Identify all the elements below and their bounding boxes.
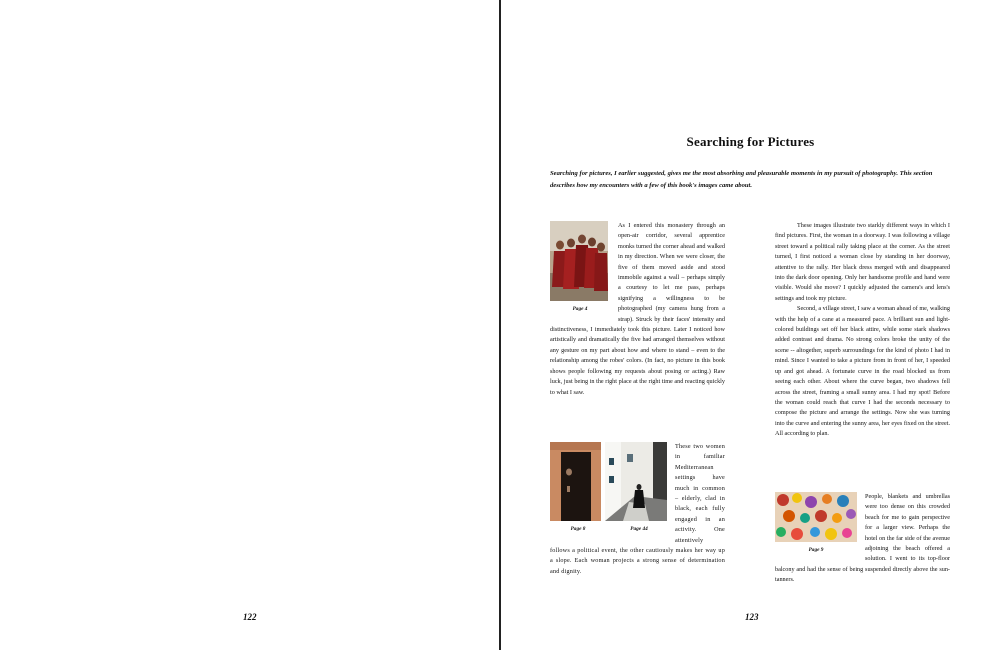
caption-beach: Page 9 xyxy=(808,547,824,553)
paragraph-beach: People, blankets and umbrellas were too dense on this crowded beach for me to gain perspective for a larger view. Perhaps the hotel on the far side of the avenue adjoining the beach offered a solution. I went to its top-floor balcony and had the sense of being suspended directly above the sun-tanners. xyxy=(775,493,950,584)
paragraph-two-ways: These images illustrate two starkly different ways in which I find pictures. First, the woman in a doorway. I was following a village street toward a political rally taking place at the corner. As the street turned, I first noticed a woman close by standing in her doorway, attentive to the rally. Her black dress merged with and disappeared into the dark door opening. Only her handsome profile and hand were visible. Would she move? I quickly adjusted the camera's and lens's settings and took my picture. xyxy=(775,222,950,302)
column-left-top xyxy=(550,221,725,398)
monks-image xyxy=(550,221,608,301)
photo-beach xyxy=(775,492,857,555)
page-number-left: 122 xyxy=(243,612,257,622)
page-title: Searching for Pictures xyxy=(686,134,815,149)
photo-pair xyxy=(550,442,667,534)
paragraph-village-street: Second, a village street, I saw a woman ahead of me, walking with the help of a cane at a measured pace. A brilliant sun and light-colored buildings set off her black attire, while some stark shadows added contrast and drama. No strong colors broke the unity of the scene -- altogether, superb surroundings for the kind of photo I had in mind. Since I wanted to take a picture from in front of her, I speeded up and got ahead. A fortunate curve in the road blocked us from seeing each other. About where the curve began, two shadows fell across the street, framing a small sunny area. I had my spot! Before the woman could reach that curve I had the seconds necessary to compose the picture and arrange the settings. Now she was turning into the curve and entering the sunny area, her eyes fixed on the street. All according to plan. xyxy=(775,305,950,438)
column-right-bottom xyxy=(775,492,950,586)
column-right-top xyxy=(775,221,950,440)
beach-image xyxy=(775,492,857,542)
caption-street: Page 44 xyxy=(630,526,648,532)
paragraph-monks: As I entered this monastery through an open-air corridor, several apprentice monks turned the corner ahead and walked in my direction. When we were closer, the five of them moved aside and stood immobile against a wall – perhaps simply a courtesy to let me pass, perhaps signifying a willingness to be photographed (my camera hung from a strap). Struck by their faces' intensity and distinctiveness, I immediately took this picture. Later I noticed how artistically and dramatically the five had arranged themselves without any gesture on my part about how and where to stand – even to the relationship among the robes' colors. (In fact, no picture in this book shows people following my requests about posing or acting.) Raw luck, just being in the right place at the right time and reacting quickly to what I saw. xyxy=(550,222,725,396)
photo-monks xyxy=(550,221,610,314)
column-left-bottom xyxy=(550,442,725,577)
intro-paragraph: Searching for pictures, I earlier suggested, gives me the most absorbing and pleasurable moments in my pursuit of photography. This section describes how my encounters with a few of this book's images came about. xyxy=(550,170,933,189)
right-page xyxy=(501,0,1000,650)
caption-monks: Page 4 xyxy=(572,306,588,312)
paragraph-two-women: These two women in familiar Mediterranean settings have much in common – elderly, clad in black, each fully engaged in an activity. One attentively follows a political event, the other cautiously makes her way up a slope. Each woman projects a strong sense of determination and dignity. xyxy=(550,443,725,575)
doorway-woman-image xyxy=(550,442,601,521)
caption-doorway: Page 8 xyxy=(570,526,586,532)
page-number-right: 123 xyxy=(745,612,759,622)
street-woman-image xyxy=(605,442,667,521)
